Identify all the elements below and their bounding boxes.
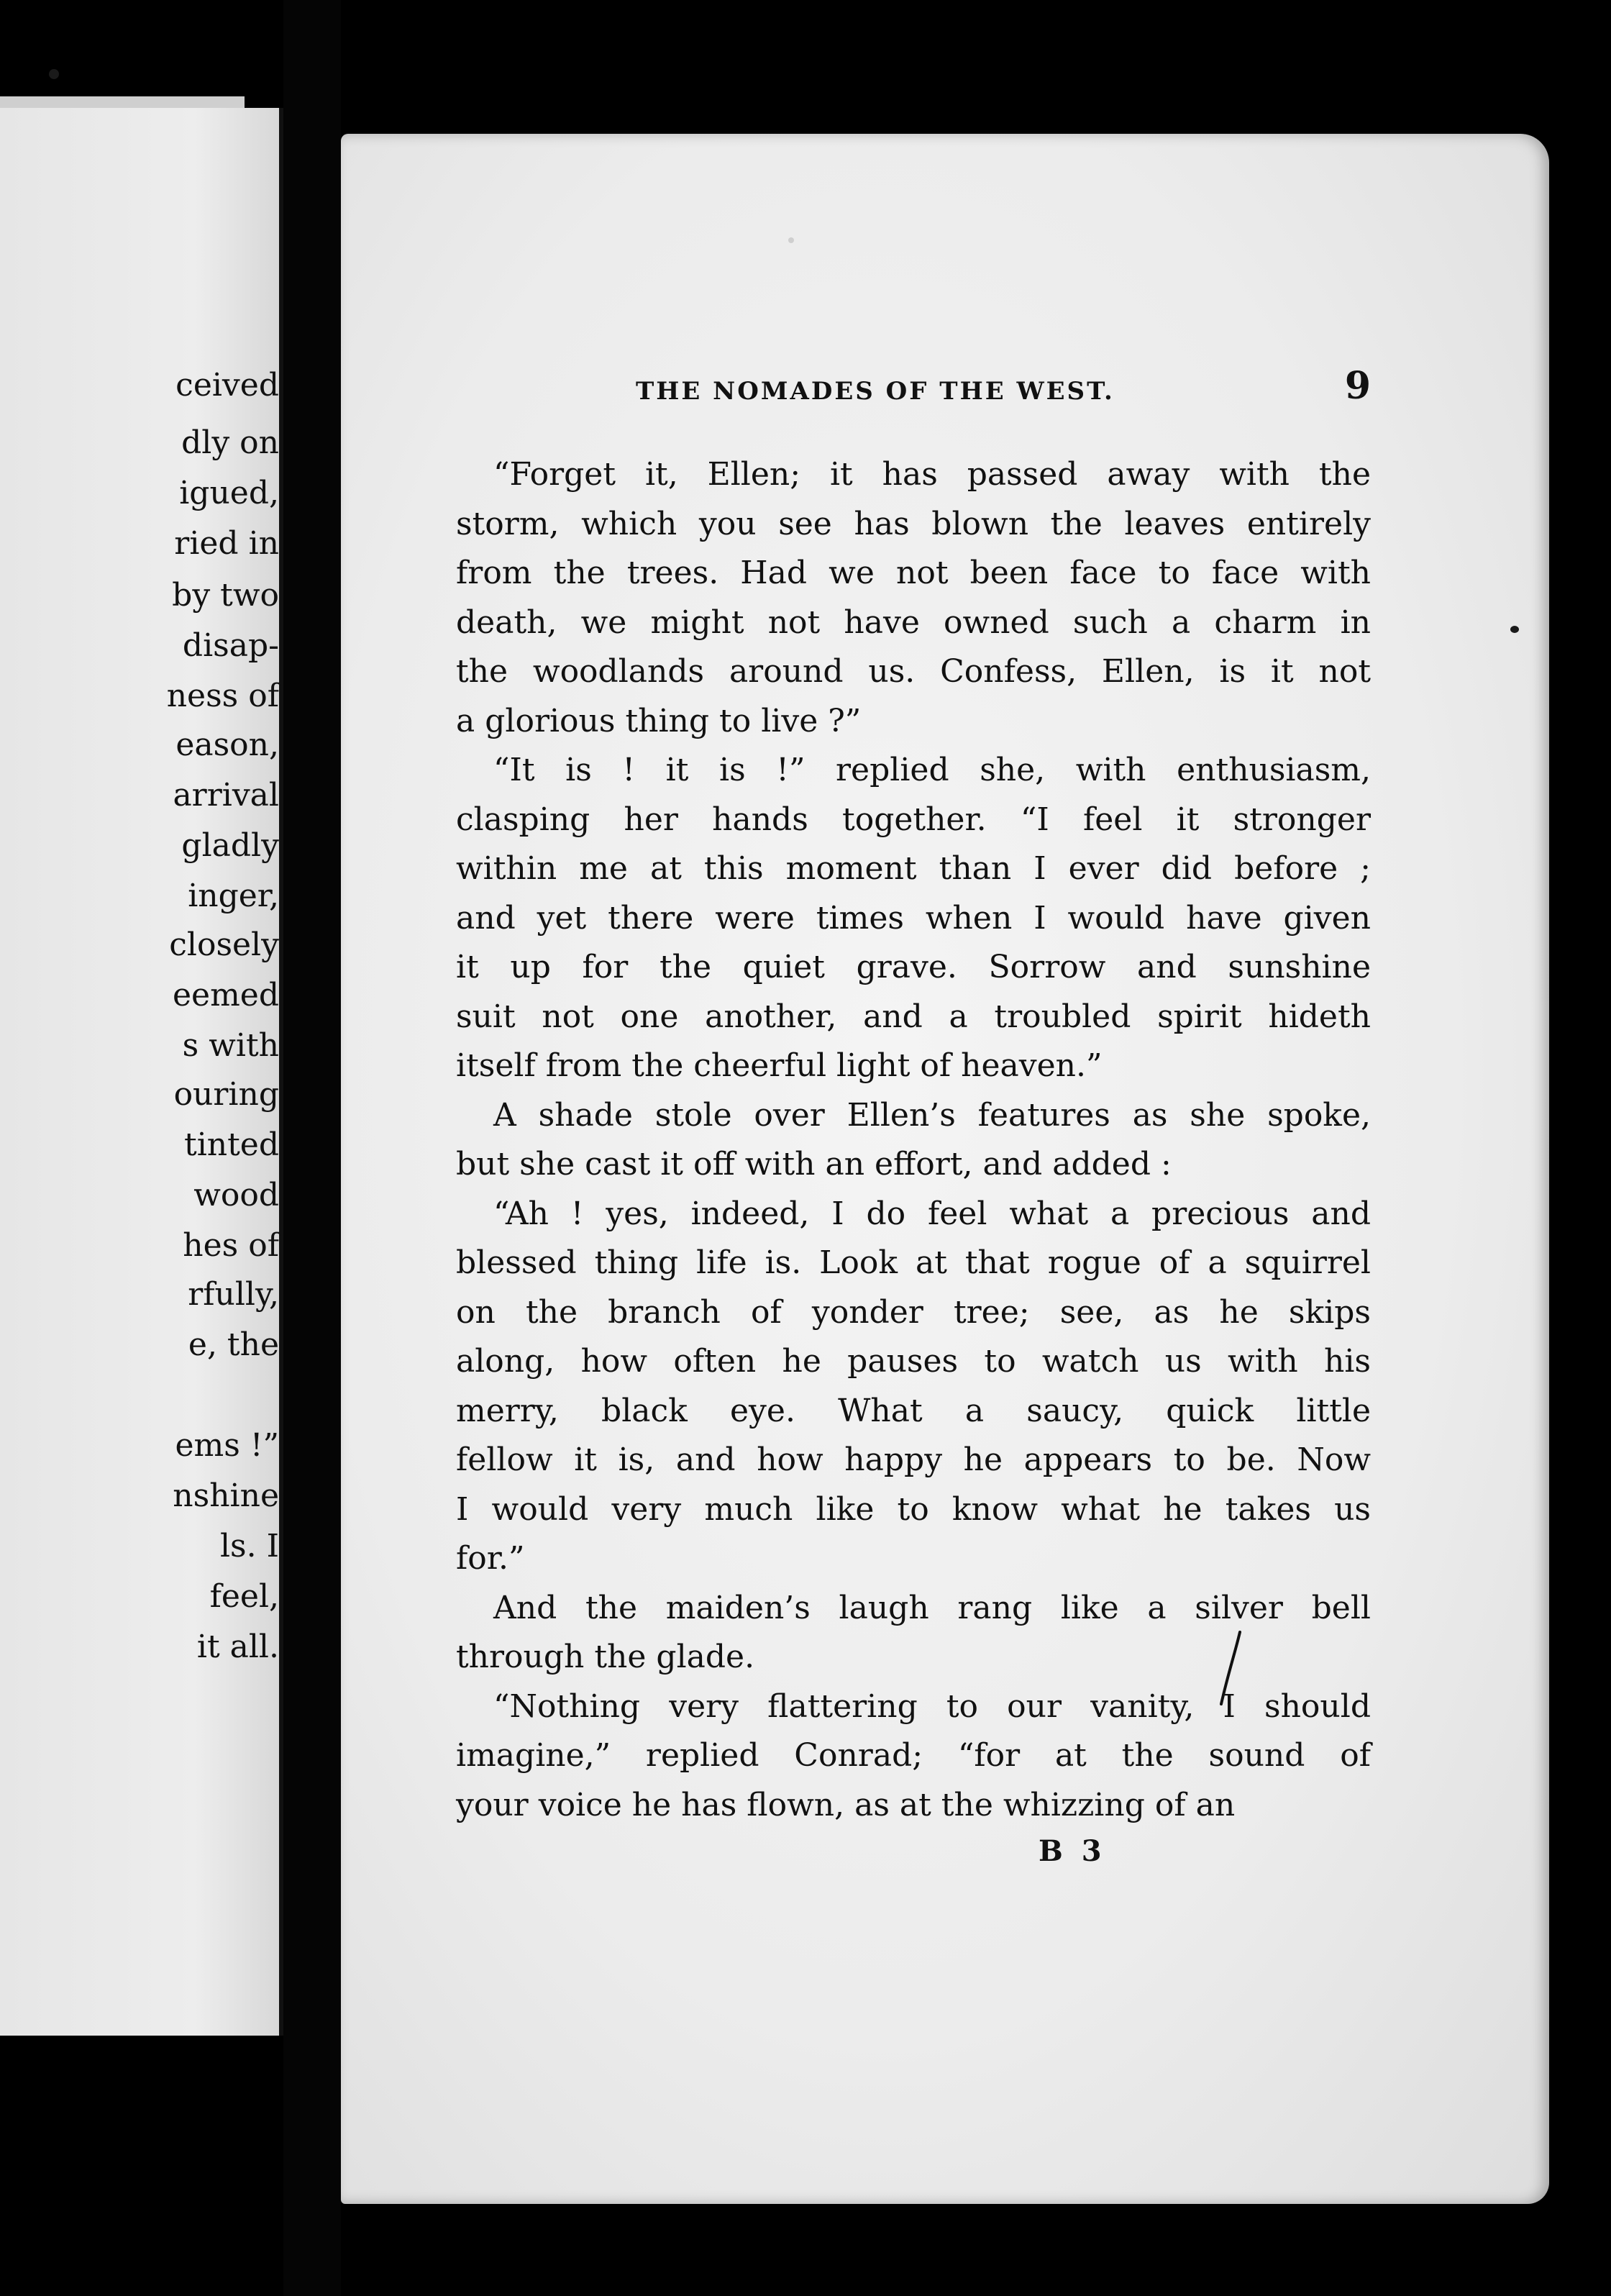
ink-speck — [788, 237, 794, 243]
left-page-fragment: eemed — [172, 977, 279, 1013]
left-page-fragment: nshine — [173, 1477, 279, 1514]
left-page-fragment: eason, — [175, 726, 279, 763]
text-line: for.” — [456, 1540, 525, 1577]
signature-row — [456, 1834, 1371, 1877]
left-page-fragment: feel, — [209, 1578, 279, 1615]
text-line: fellow it is, and how happy he appears to be. Now — [456, 1441, 1371, 1478]
left-page-fragment: hes of — [183, 1227, 279, 1264]
text-line: on the branch of yonder tree; see, as he skips — [456, 1293, 1371, 1331]
running-head — [456, 364, 1371, 422]
left-page-fragment: e, the — [188, 1326, 279, 1363]
ink-speck — [1510, 626, 1519, 633]
left-page-fragment: ems !” — [175, 1427, 279, 1464]
paragraph — [456, 746, 1371, 1091]
left-page-fragment: ouring — [173, 1076, 279, 1113]
left-page-fragment: dly on — [181, 424, 279, 461]
left-page-fragment: by two — [172, 577, 279, 614]
paragraph — [456, 1190, 1371, 1584]
signature-mark: B 3 — [1039, 1834, 1106, 1868]
running-title: THE NOMADES OF THE WEST. — [636, 377, 1115, 406]
page-number: 9 — [1344, 364, 1371, 408]
text-line: “It is ! it is !” replied she, with enthusiasm, — [493, 752, 1371, 788]
text-line: and yet there were times when I would have given — [456, 899, 1371, 937]
left-page-fragment: closely — [169, 926, 279, 963]
ink-speck — [49, 69, 59, 79]
text-line: a glorious thing to live ?” — [456, 702, 862, 739]
right-page — [341, 134, 1549, 2204]
text-line: death, we might not have owned such a charm in — [456, 603, 1371, 641]
left-page-fragment: rfully, — [188, 1276, 279, 1313]
text-line: it up for the quiet grave. Sorrow and sunshine — [456, 949, 1371, 985]
left-page-fragment: tinted — [184, 1126, 279, 1163]
left-page-fragment: disap- — [182, 627, 279, 664]
text-line: “Nothing very flattering to our vanity, I should — [493, 1687, 1371, 1725]
text-line: the woodlands around us. Confess, Ellen, is it not — [456, 653, 1371, 690]
text-line: your voice he has flown, as at the whizzing of an — [456, 1786, 1236, 1823]
left-page — [0, 108, 283, 2036]
text-line: blessed thing life is. Look at that rogue of a squirrel — [456, 1244, 1371, 1281]
text-line: but she cast it off with an effort, and added : — [456, 1146, 1172, 1183]
left-page-fragment: gladly — [181, 827, 279, 864]
left-page-fragment: wood — [193, 1177, 279, 1213]
left-page-fragment: ness of — [166, 678, 279, 714]
left-page-fragment: inger, — [188, 878, 279, 914]
text-line: I would very much like to know what he takes us — [456, 1490, 1371, 1528]
left-page-fragment: it all. — [196, 1628, 279, 1665]
text-line: “Ah ! yes, indeed, I do feel what a precious and — [493, 1195, 1371, 1232]
body-text — [456, 450, 1371, 1830]
text-line: A shade stole over Ellen’s features as she spoke, — [493, 1096, 1371, 1134]
pen-mark-icon — [1215, 1629, 1244, 1708]
left-page-fragment: ceived — [175, 367, 279, 404]
text-line: “Forget it, Ellen; it has passed away with the — [493, 456, 1371, 493]
text-line: suit not one another, and a troubled spirit hideth — [456, 998, 1371, 1035]
text-line: within me at this moment than I ever did before ; — [456, 850, 1371, 887]
left-page-fragment: igued, — [179, 475, 279, 511]
text-line: from the trees. Had we not been face to face with — [456, 555, 1371, 591]
text-line: And the maiden’s laugh rang like a silver bell — [493, 1589, 1371, 1626]
text-line: along, how often he pauses to watch us with his — [456, 1343, 1371, 1380]
left-page-fragment: ried in — [174, 525, 279, 562]
left-page-fragment: ls. I — [219, 1528, 279, 1564]
paragraph — [456, 450, 1371, 746]
text-line: itself from the cheerful light of heaven.” — [456, 1047, 1103, 1084]
left-page-fragment: arrival — [173, 777, 279, 814]
text-line: imagine,” replied Conrad; “for at the sound of — [456, 1737, 1371, 1774]
book-gutter — [283, 0, 341, 2296]
text-line: merry, black eye. What a saucy, quick little — [456, 1392, 1371, 1429]
text-line: through the glade. — [456, 1639, 755, 1675]
paragraph — [456, 1091, 1371, 1190]
left-page-fragment: s with — [182, 1027, 279, 1064]
text-line: clasping her hands together. “I feel it stronger — [456, 801, 1371, 838]
text-line: storm, which you see has blown the leaves entirely — [456, 505, 1371, 542]
